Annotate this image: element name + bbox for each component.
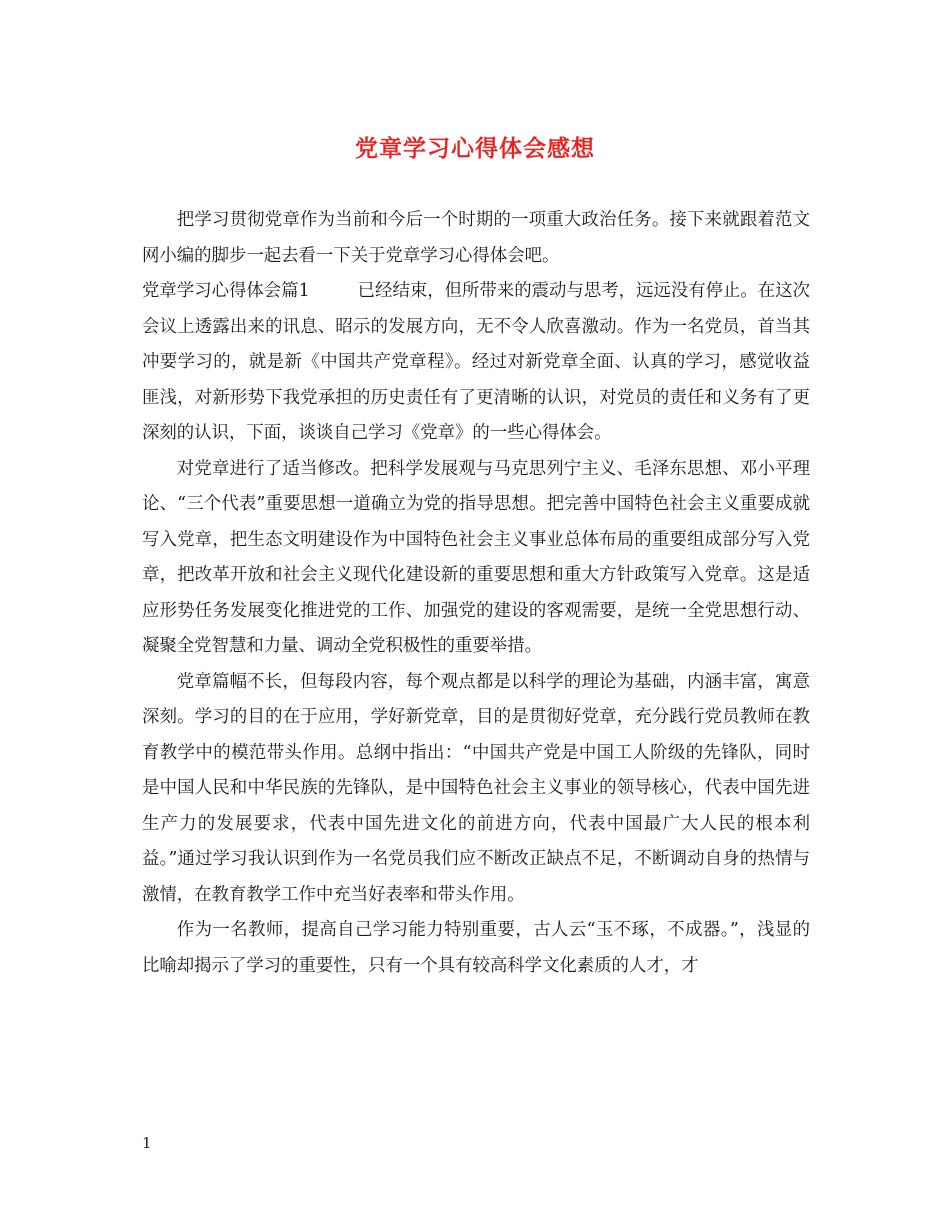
document-body bbox=[142, 203, 810, 984]
body-paragraph: 党章篇幅不长，但每段内容，每个观点都是以科学的理论为基础，内涵丰富，寓意深刻。学习的目的在于应用，学好新党章，目的是贯彻好党章，充分践行党员教师在教育教学中的模范带头作用。总纲中指出：“中国共产党是中国工人阶级的先锋队，同时是中国人民和中华民族的先锋队，是中国特色社会主义事业的领导核心，代表中国先进生产力的发展要求，代表中国先进文化的前进方向，代表中国最广大人民的根本利益。”通过学习我认识到作为一名党员我们应不断改正缺点不足，不断调动自身的热情与激情，在教育教学工作中充当好表率和带头作用。 bbox=[142, 671, 810, 905]
page-number: 1 bbox=[142, 1134, 152, 1152]
intro-paragraph: 把学习贯彻党章作为当前和今后一个时期的一项重大政治任务。接下来就跟着范文网小编的脚步一起去看一下关于党章学习心得体会吧。 bbox=[142, 210, 810, 266]
section-heading: 党章学习心得体会篇1 bbox=[142, 281, 310, 301]
section-text: 已经结束，但所带来的震动与思考，远远没有停止。在这次会议上透露出来的讯息、昭示的发展方向，无不令人欣喜激动。作为一名党员，首当其冲要学习的，就是新《中国共产党章程》。经过对新党章全面、认真的学习，感觉收益匪浅，对新形势下我党承担的历史责任有了更清晰的认识，对党员的责任和义务有了更深刻的认识，下面，谈谈自己学习《党章》的一些心得体会。 bbox=[142, 281, 810, 443]
document-title: 党章学习心得体会感想 bbox=[355, 135, 595, 162]
body-paragraph: 对党章进行了适当修改。把科学发展观与马克思列宁主义、毛泽东思想、邓小平理论、“三个代表”重要思想一道确立为党的指导思想。把完善中国特色社会主义重要成就写入党章，把生态文明建设作为中国特色社会主义事业总体布局的重要组成部分写入党章，把改革开放和社会主义现代化建设新的重要思想和重大方针政策写入党章。这是适应形势任务发展变化推进党的工作、加强党的建设的客观需要，是统一全党思想行动、凝聚全党智慧和力量、调动全党积极性的重要举措。 bbox=[142, 458, 810, 656]
body-paragraph: 作为一名教师，提高自己学习能力特别重要，古人云“玉不琢，不成器。”，浅显的比喻却揭示了学习的重要性，只有一个具有较高科学文化素质的人才，才 bbox=[142, 920, 810, 976]
section-paragraph bbox=[142, 274, 810, 452]
